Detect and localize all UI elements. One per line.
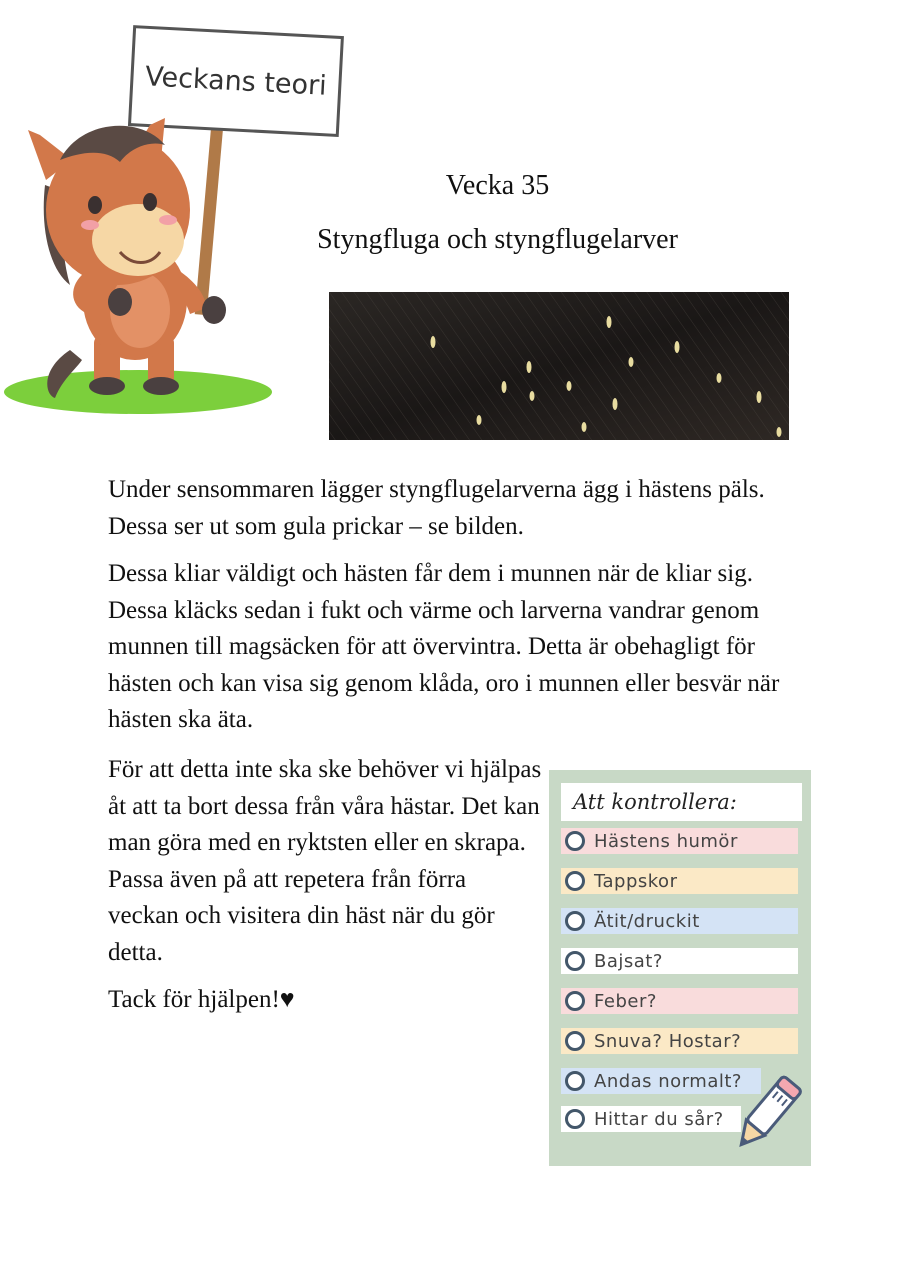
horse-mascot-illustration: [0, 20, 350, 420]
grass-patch: [4, 370, 272, 414]
topic-heading: Styngfluga och styngflugelarver: [317, 224, 678, 255]
checklist-item-label: Hästens humör: [594, 830, 738, 852]
horse-eye-right: [143, 193, 157, 211]
horse-hand-right: [202, 296, 226, 324]
sign-text: Veckans teori: [144, 61, 328, 102]
checklist-item-label: Tappskor: [594, 870, 678, 892]
checklist-item-label: Ätit/druckit: [594, 910, 700, 932]
week-heading: Vecka 35: [445, 170, 550, 201]
intro-paragraph: Under sensommaren lägger styngflugelarverna ägg i hästens päls. Dessa ser ut som gula prickar – se bilden.: [108, 476, 765, 540]
horse-hoof-right: [143, 377, 179, 395]
checkbox-circle-icon: [565, 911, 585, 931]
details-paragraph: Dessa kliar väldigt och hästen får dem i munnen när de kliar sig. Dessa kläcks sedan i fukt och värme och larverna vandrar genom munnen till magsäcken för att övervintra. Detta är obehagligt för hästen och kan visa sig genom klåda, oro i munnen eller besvär när hästen ska äta.: [108, 560, 780, 733]
horse-muzzle: [92, 204, 184, 276]
checklist-card: [549, 770, 811, 1166]
checklist-item-label: Andas normalt?: [594, 1070, 742, 1092]
horse-hand-left: [108, 288, 132, 316]
horse-coat-photo: [329, 292, 789, 440]
checkbox-circle-icon: [565, 951, 585, 971]
checklist-item-label: Snuva? Hostar?: [594, 1030, 742, 1052]
checklist-item: [561, 1106, 741, 1132]
sign-board: [130, 27, 343, 136]
checklist-item: [561, 988, 798, 1014]
checkbox-circle-icon: [565, 871, 585, 891]
advice-paragraph: För att detta inte ska ske behöver vi hjälpas åt att ta bort dessa från våra hästar. Det kan man göra med en ryktsten eller en skrapa. Passa även på att repetera från förra veckan och visitera din häst när du gör detta.: [108, 756, 542, 966]
pencil-icon: [725, 1068, 809, 1160]
checklist-item: [561, 948, 798, 974]
checklist-item: [561, 1028, 798, 1054]
checkbox-circle-icon: [565, 1071, 585, 1091]
checkbox-circle-icon: [565, 991, 585, 1011]
closing-text: Tack för hjälpen!♥: [108, 986, 295, 1013]
checkbox-circle-icon: [565, 831, 585, 851]
checklist-item-label: Bajsat?: [594, 950, 663, 972]
checklist-title: Att kontrollera:: [561, 783, 802, 821]
horse-cheek-right: [159, 215, 177, 225]
checklist-item: [561, 908, 798, 934]
checklist-item-label: Hittar du sår?: [594, 1108, 724, 1130]
checkbox-circle-icon: [565, 1031, 585, 1051]
checklist-item: [561, 828, 798, 854]
checklist-item: [561, 868, 798, 894]
horse-hoof-left: [89, 377, 125, 395]
horse-cheek-left: [81, 220, 99, 230]
horse-eye-left: [88, 196, 102, 214]
checklist-item-label: Feber?: [594, 990, 657, 1012]
sign-post: [195, 120, 224, 315]
checkbox-circle-icon: [565, 1109, 585, 1129]
